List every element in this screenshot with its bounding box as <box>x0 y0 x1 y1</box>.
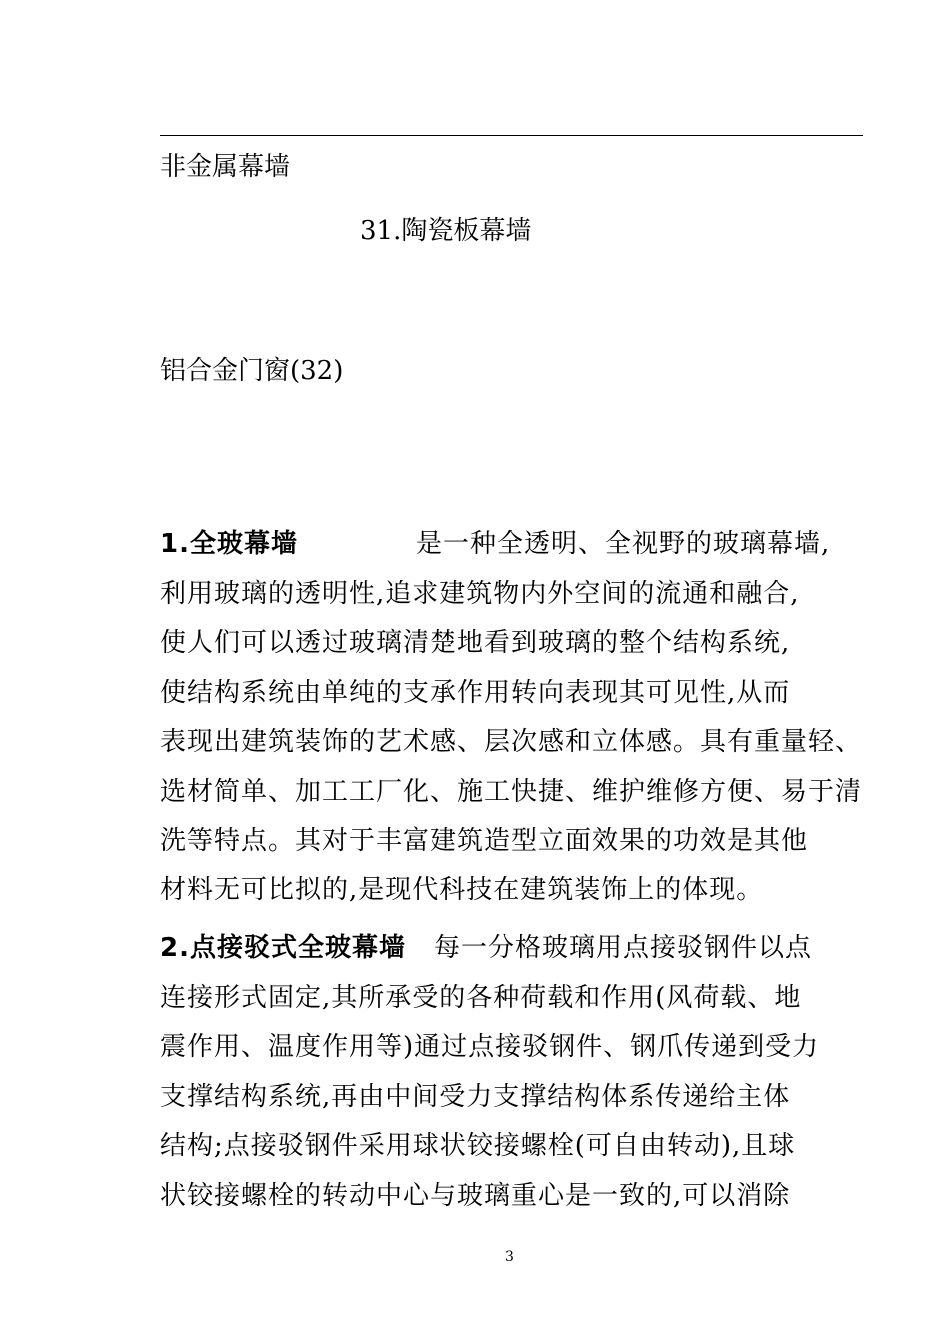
page-number: 3 <box>505 1249 514 1265</box>
item1-line-6: 洗等特点。其对于丰富建筑造型立面效果的功效是其他 <box>160 826 809 856</box>
item1-line-7: 材料无可比拟的,是现代科技在建筑装饰上的体现。 <box>160 875 764 905</box>
item2-line-0 <box>160 931 812 965</box>
section-title: 非金属幕墙 <box>160 152 291 182</box>
item2-line-1: 连接形式固定,其所承受的各种荷载和作用(风荷载、地 <box>160 983 802 1013</box>
item2-line-3: 支撑结构系统,再由中间受力支撑结构体系传递给主体 <box>160 1082 791 1112</box>
section-title-2: 铝合金门窗(32) <box>160 356 344 386</box>
item1-line-1: 利用玻璃的透明性,追求建筑物内外空间的流通和融合, <box>160 579 800 609</box>
item1-text-0: 是一种全透明、全视野的玻璃幕墙, <box>415 529 831 559</box>
item2-line-5: 状铰接螺栓的转动中心与玻璃重心是一致的,可以消除 <box>160 1181 791 1211</box>
item1-line-5: 选材简单、加工工厂化、施工快捷、维护维修方便、易于清 <box>160 777 863 807</box>
item2-text-0: 每一分格玻璃用点接驳钢件以点 <box>433 933 812 963</box>
item2-term: 2.点接驳式全玻幕墙 <box>160 933 406 963</box>
item1-line-3: 使结构系统由单纯的支承作用转向表现其可见性,从而 <box>160 678 791 708</box>
header-rule <box>160 135 863 136</box>
item2-line-4: 结构;点接驳钢件采用球状铰接螺栓(可自由转动),且球 <box>160 1131 796 1161</box>
item1-line-4: 表现出建筑装饰的艺术感、层次感和立体感。具有重量轻、 <box>160 727 863 757</box>
item1-line-0 <box>160 527 830 561</box>
item1-term: 1.全玻幕墙 <box>160 529 298 559</box>
item1-line-2: 使人们可以透过玻璃清楚地看到玻璃的整个结构系统, <box>160 628 791 658</box>
item2-line-2: 震作用、温度作用等)通过点接驳钢件、钢爪传递到受力 <box>160 1032 820 1062</box>
subsection-title: 31.陶瓷板幕墙 <box>360 216 532 246</box>
